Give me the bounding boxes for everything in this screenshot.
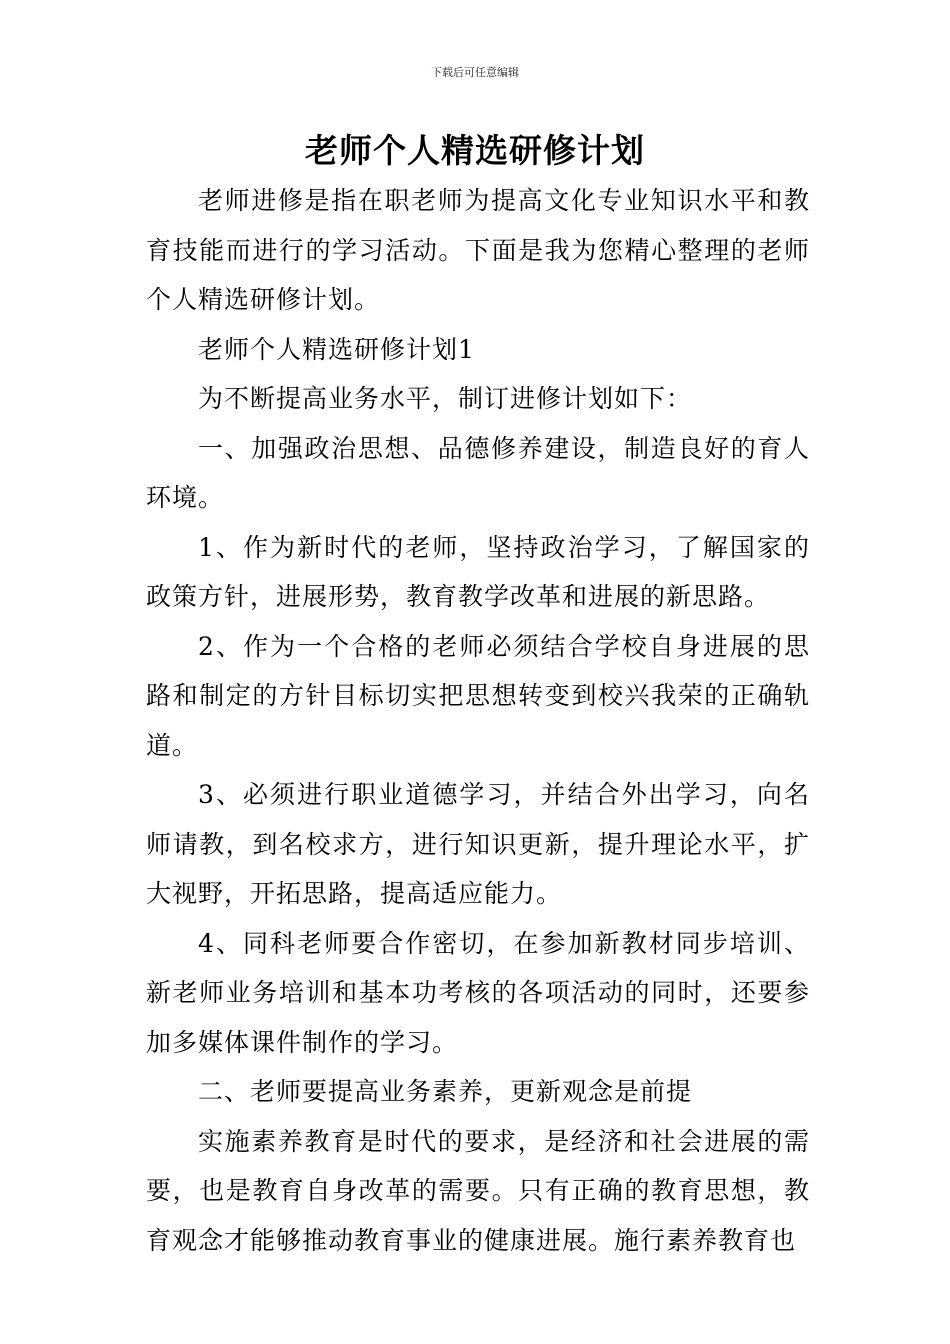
paragraph-item-2: 2、作为一个合格的老师必须结合学校自身进展的思路和制定的方针目标切实把思想转变到校兴我荣的正确轨道。 (146, 631, 810, 760)
paragraph-section-2: 二、老师要提高业务素养，更新观念是前提 (198, 1077, 693, 1106)
paragraph-item-4: 4、同科老师要合作密切，在参加新教材同步培训、新老师业务培训和基本功考核的各项活动的同时，还要参加多媒体课件制作的学习。 (146, 928, 810, 1057)
document-title: 老师个人精选研修计划 (305, 131, 645, 170)
document-body (146, 176, 810, 1265)
paragraph-item-1: 1、作为新时代的老师，坚持政治学习，了解国家的政策方针，进展形势，教育教学改革和进展的新思路。 (146, 532, 810, 611)
paragraph-item-3: 3、必须进行职业道德学习，并结合外出学习，向名师请教，到名校求方，进行知识更新，提升理论水平，扩大视野，开拓思路，提高适应能力。 (146, 780, 810, 908)
header-note: 下载后可任意编辑 (431, 66, 519, 79)
paragraph-plan-lead: 为不断提高业务水平，制订进修计划如下： (198, 384, 693, 413)
paragraph-section-1: 一、加强政治思想、品德修养建设，制造良好的育人环境。 (146, 433, 810, 512)
paragraph-section-2-body: 实施素养教育是时代的要求，是经济和社会进展的需要，也是教育自身改革的需要。只有正确的教育思想，教育观念才能够推动教育事业的健康进展。施行素养教育也 (146, 1126, 810, 1255)
paragraph-intro: 老师进修是指在职老师为提高文化专业知识水平和教育技能而进行的学习活动。下面是我为您精心整理的老师个人精选研修计划。 (146, 186, 810, 314)
paragraph-plan-heading: 老师个人精选研修计划1 (198, 334, 475, 364)
